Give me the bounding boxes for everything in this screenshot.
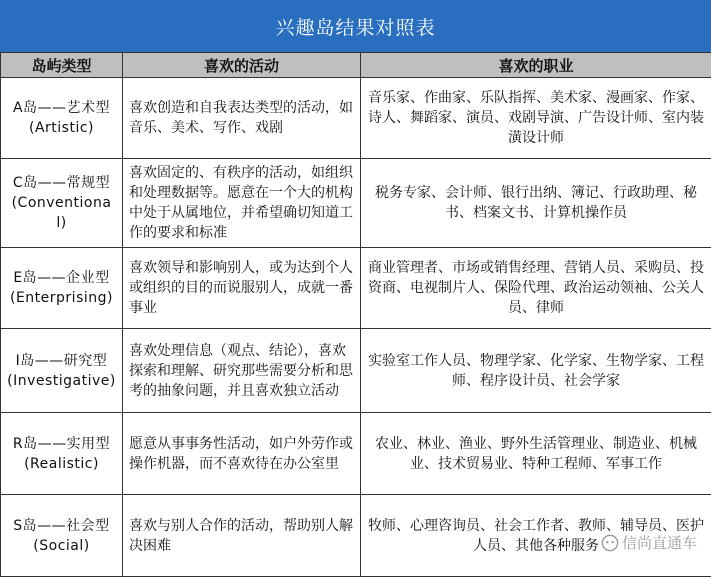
table-row xyxy=(1,159,711,248)
header-row xyxy=(1,53,711,78)
island-type-cn: R岛——实用型 xyxy=(13,436,110,452)
watermark-text: 信尚直通车 xyxy=(622,532,697,553)
island-type-cell xyxy=(1,248,123,329)
job-cell: 农业、林业、渔业、野外生活管理业、制造业、机械业、技术贸易业、特种工程师、军事工作 xyxy=(361,413,711,495)
island-type-cn: E岛——企业型 xyxy=(13,270,109,286)
island-type-en: (Enterprising) xyxy=(7,288,116,308)
island-type-en: (Realistic) xyxy=(7,454,116,474)
activity-cell: 喜欢处理信息（观点、结论），喜欢探索和理解、研究那些需要分析和思考的抽象问题，并且喜欢独立活动 xyxy=(123,329,361,413)
island-type-en: (Artistic) xyxy=(7,118,116,138)
wechat-logo-icon xyxy=(601,534,619,552)
header-activity: 喜欢的活动 xyxy=(123,53,361,78)
results-table xyxy=(0,52,711,577)
activity-cell: 愿意从事事务性活动，如户外劳作或操作机器，而不喜欢待在办公室里 xyxy=(123,413,361,495)
table-title xyxy=(0,0,711,52)
island-type-cn: C岛——常规型 xyxy=(13,175,110,191)
island-type-cell xyxy=(1,78,123,159)
activity-cell: 喜欢领导和影响别人，或为达到个人或组织的目的而说服别人，成就一番事业 xyxy=(123,248,361,329)
island-type-en: (Investigative) xyxy=(7,371,116,391)
island-type-en: (Conventional) xyxy=(7,193,116,233)
job-cell: 实验室工作人员、物理学家、化学家、生物学家、工程师、程序设计员、社会学家 xyxy=(361,329,711,413)
job-cell: 牧师、心理咨询员、社会工作者、教师、辅导员、医护人员、其他各种服务 xyxy=(361,495,711,577)
header-job: 喜欢的职业 xyxy=(361,53,711,78)
activity-cell: 喜欢创造和自我表达类型的活动，如音乐、美术、写作、戏剧 xyxy=(123,78,361,159)
island-type-cn: I岛——研究型 xyxy=(16,353,108,369)
table-row xyxy=(1,78,711,159)
island-type-cell xyxy=(1,159,123,248)
island-type-cell xyxy=(1,329,123,413)
island-type-cell xyxy=(1,495,123,577)
island-type-cn: A岛——艺术型 xyxy=(13,100,110,116)
activity-cell: 喜欢与别人合作的活动，帮助别人解决困难 xyxy=(123,495,361,577)
table-row xyxy=(1,329,711,413)
table-row xyxy=(1,248,711,329)
job-cell: 商业管理者、市场或销售经理、营销人员、采购员、投资商、电视制片人、保险代理、政治运动领袖、公关人员、律师 xyxy=(361,248,711,329)
table-title-text: 兴趣岛结果对照表 xyxy=(275,13,435,40)
island-type-en: (Social) xyxy=(7,536,116,556)
job-cell: 音乐家、作曲家、乐队指挥、美术家、漫画家、作家、诗人、舞蹈家、演员、戏剧导演、广告设计师、室内装潢设计师 xyxy=(361,78,711,159)
watermark xyxy=(601,532,697,553)
job-cell: 税务专家、会计师、银行出纳、簿记、行政助理、秘书、档案文书、计算机操作员 xyxy=(361,159,711,248)
island-type-cell xyxy=(1,413,123,495)
header-island: 岛屿类型 xyxy=(1,53,123,78)
table-row xyxy=(1,413,711,495)
island-type-cn: S岛——社会型 xyxy=(13,518,109,534)
activity-cell: 喜欢固定的、有秩序的活动，如组织和处理数据等。愿意在一个大的机构中处于从属地位，并希望确切知道工作的要求和标准 xyxy=(123,159,361,248)
